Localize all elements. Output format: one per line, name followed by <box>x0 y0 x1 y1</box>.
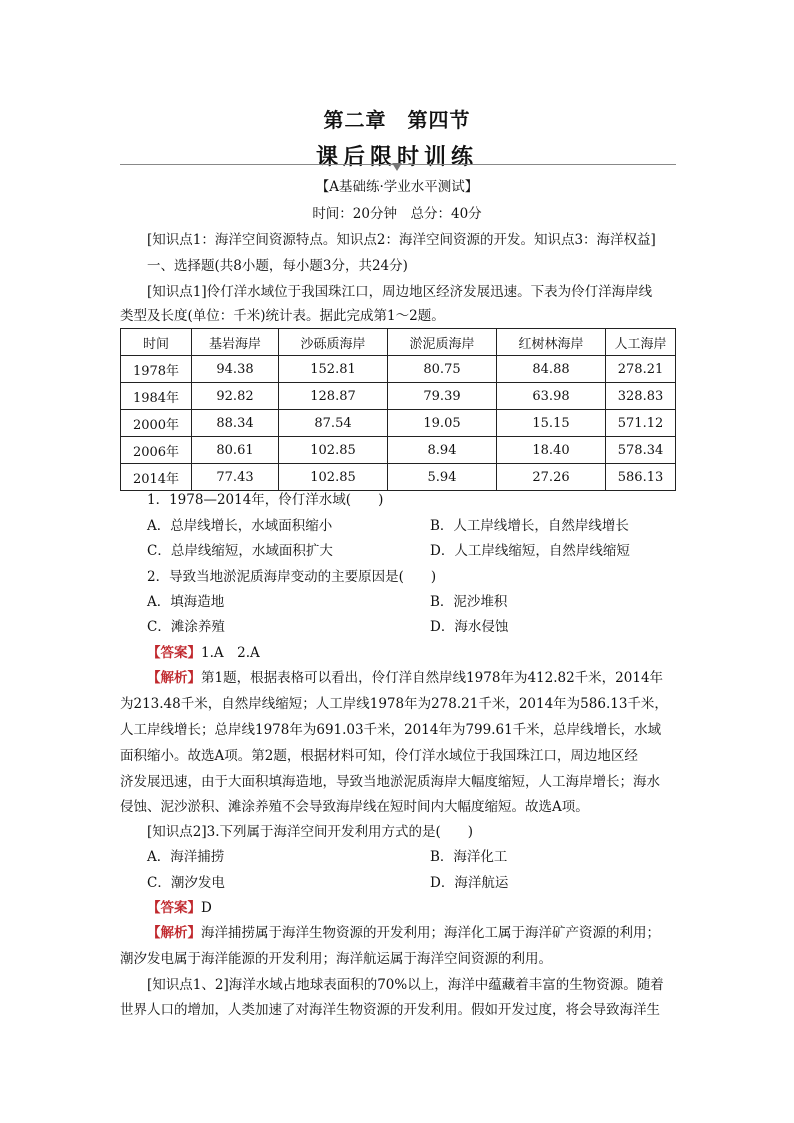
table-row <box>121 437 676 464</box>
q3-option-a: A．海洋捕捞 <box>147 849 225 865</box>
table-row <box>121 464 676 491</box>
answer-text: D <box>201 900 212 916</box>
intro-line-1: [知识点1]伶仃洋水域位于我国珠江口，周边地区经济发展迅速。下表为伶仃洋海岸线 <box>147 284 653 300</box>
table-cell: 79.39 <box>388 383 497 410</box>
answer-1 <box>147 643 260 663</box>
table-cell: 8.94 <box>388 437 497 464</box>
q3-option-b: B．海洋化工 <box>430 849 508 865</box>
table-cell: 1984年 <box>121 383 192 410</box>
analysis-1-line-4: 面积缩小。故选A项。第2题，根据材料可知，伶仃洋水域位于我国珠江口，周边地区经 <box>120 748 638 764</box>
table-header-cell: 淤泥质海岸 <box>388 329 497 356</box>
part-heading: 一、选择题(共8小题，每小题3分，共24分) <box>147 258 408 274</box>
table-cell: 128.87 <box>279 383 388 410</box>
table-cell: 2000年 <box>121 410 192 437</box>
divider-triangle-icon <box>392 163 402 171</box>
q2-option-c: C．滩涂养殖 <box>147 619 225 635</box>
analysis-1-line-1 <box>147 668 663 688</box>
table-header-cell: 人工海岸 <box>606 329 676 356</box>
analysis-tag: 【解析】 <box>147 925 201 941</box>
table-cell: 328.83 <box>606 383 676 410</box>
q4-intro-line-2: 世界人口的增加，人类加速了对海洋生物资源的开发利用。假如开发过度，将会导致海洋生 <box>120 1002 660 1018</box>
chapter-title: 第二章 第四节 <box>323 108 471 132</box>
table-row <box>121 383 676 410</box>
q3-stem: [知识点2]3.下列属于海洋空间开发利用方式的是( ) <box>147 824 474 840</box>
table-cell: 102.85 <box>279 464 388 491</box>
answer-tag: 【答案】 <box>147 900 201 916</box>
q2-stem: 2．导致当地淤泥质海岸变动的主要原因是( ) <box>147 569 437 585</box>
table-cell: 63.98 <box>497 383 606 410</box>
table-cell: 15.15 <box>497 410 606 437</box>
q2-option-b: B．泥沙堆积 <box>430 594 508 610</box>
q1-option-c: C．总岸线缩短，水域面积扩大 <box>147 543 333 559</box>
table-cell: 578.34 <box>606 437 676 464</box>
table-cell: 19.05 <box>388 410 497 437</box>
table-cell: 278.21 <box>606 356 676 383</box>
analysis-tag: 【解析】 <box>147 670 201 686</box>
q1-option-b: B．人工岸线增长，自然岸线增长 <box>430 518 629 534</box>
table-header-cell: 红树林海岸 <box>497 329 606 356</box>
table-cell: 152.81 <box>279 356 388 383</box>
analysis-1-line-3: 人工岸线增长；总岸线1978年为691.03千米，2014年为799.61千米，总岸线增长，水域 <box>120 722 662 738</box>
analysis-text: 第1题，根据表格可以看出，伶仃洋自然岸线1978年为412.82千米，2014年 <box>201 670 664 686</box>
answer-2 <box>147 898 212 918</box>
q1-option-a: A．总岸线增长，水域面积缩小 <box>147 518 333 534</box>
table-cell: 5.94 <box>388 464 497 491</box>
table-cell: 80.61 <box>192 437 279 464</box>
table-cell: 1978年 <box>121 356 192 383</box>
analysis-text: 海洋捕捞属于海洋生物资源的开发利用；海洋化工属于海洋矿产资源的利用； <box>201 925 660 941</box>
table-cell: 87.54 <box>279 410 388 437</box>
table-header-cell: 沙砾质海岸 <box>279 329 388 356</box>
table-cell: 88.34 <box>192 410 279 437</box>
table-cell: 80.75 <box>388 356 497 383</box>
analysis-1-line-2: 为213.48千米，自然岸线缩短；人工岸线1978年为278.21千米，2014年为586.13千米， <box>120 696 668 712</box>
section-label: 【A基础练·学业水平测试】 <box>315 179 479 195</box>
q2-option-d: D．海水侵蚀 <box>430 619 509 635</box>
answer-tag: 【答案】 <box>147 645 201 661</box>
table-cell: 586.13 <box>606 464 676 491</box>
analysis-1-line-5: 济发展迅速，由于大面积填海造地，导致当地淤泥质海岸大幅度缩短，人工海岸增长；海水 <box>120 774 660 790</box>
intro-line-2: 类型及长度(单位：千米)统计表。据此完成第1～2题。 <box>120 308 445 324</box>
table-cell: 2006年 <box>121 437 192 464</box>
table-cell: 571.12 <box>606 410 676 437</box>
table-cell: 102.85 <box>279 437 388 464</box>
page-subtitle: 课后限时训练 <box>315 144 478 170</box>
analysis-2-line-2: 潮汐发电属于海洋能源的开发利用；海洋航运属于海洋空间资源的利用。 <box>120 951 552 967</box>
q1-option-d: D．人工岸线缩短，自然岸线缩短 <box>430 543 630 559</box>
analysis-1-line-6: 侵蚀、泥沙淤积、滩涂养殖不会导致海岸线在短时间内大幅度缩短。故选A项。 <box>120 799 589 815</box>
table-cell: 27.26 <box>497 464 606 491</box>
table-header-cell: 基岩海岸 <box>192 329 279 356</box>
table-cell: 92.82 <box>192 383 279 410</box>
q3-option-c: C．潮汐发电 <box>147 875 225 891</box>
table-row <box>121 356 676 383</box>
knowledge-points: [知识点1：海洋空间资源特点。知识点2：海洋空间资源的开发。知识点3：海洋权益] <box>147 232 656 248</box>
table-cell: 2014年 <box>121 464 192 491</box>
answer-text: 1.A 2.A <box>201 645 260 661</box>
table-row <box>121 410 676 437</box>
q3-option-d: D．海洋航运 <box>430 875 509 891</box>
coastline-table <box>120 328 676 491</box>
table-header-row <box>121 329 676 356</box>
q1-stem: 1．1978—2014年，伶仃洋水域( ) <box>147 492 384 508</box>
q4-intro-line-1: [知识点1、2]海洋水域占地球表面积的70%以上，海洋中蕴藏着丰富的生物资源。随着 <box>147 977 664 993</box>
time-info: 时间：20分钟 总分：40分 <box>312 206 482 222</box>
analysis-2-line-1 <box>147 923 660 943</box>
q2-option-a: A．填海造地 <box>147 594 225 610</box>
table-cell: 94.38 <box>192 356 279 383</box>
table-header-cell: 时间 <box>121 329 192 356</box>
table-cell: 18.40 <box>497 437 606 464</box>
table-cell: 84.88 <box>497 356 606 383</box>
table-cell: 77.43 <box>192 464 279 491</box>
